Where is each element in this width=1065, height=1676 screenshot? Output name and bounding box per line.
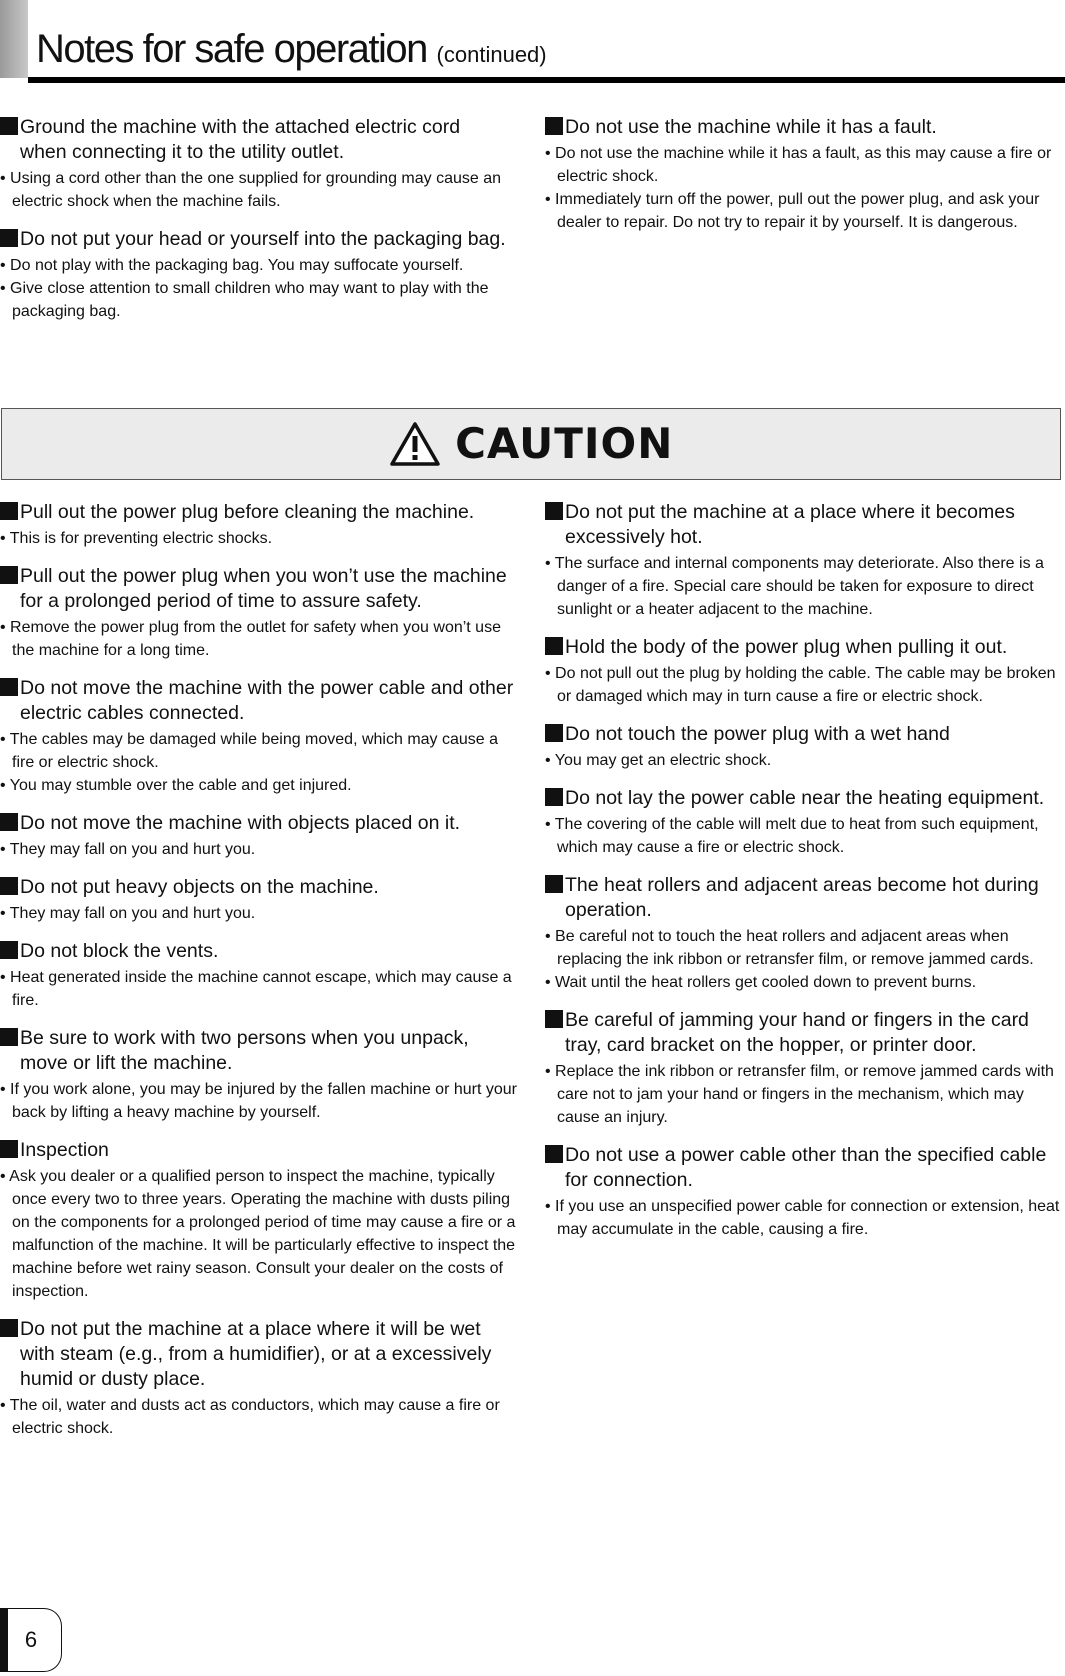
caution-right-column <box>545 500 1060 1255</box>
notice-heading <box>545 873 1060 923</box>
notice-item <box>0 1317 520 1440</box>
notice-bullet: • Be careful not to touch the heat rollers and adjacent areas when replacing the ink ribbon or retransfer film, or remove jammed cards. <box>545 925 1060 971</box>
square-bullet-icon <box>0 941 18 959</box>
square-bullet-icon <box>0 678 18 696</box>
notice-bullet: • The surface and internal components may deteriorate. Also there is a danger of a fire. Special care should be taken for exposure to direct sunlight or a heater adjacent to the machine. <box>545 552 1060 621</box>
notice-item <box>545 635 1060 708</box>
notice-heading <box>545 115 1060 140</box>
square-bullet-icon <box>0 117 18 135</box>
notice-heading-text: Do not block the vents. <box>20 940 219 962</box>
square-bullet-icon <box>0 1140 18 1158</box>
notice-heading-text: Do not put the machine at a place where it will be wet with steam (e.g., from a humidifier), or at a excessively humid or dusty place. <box>20 1318 492 1390</box>
notice-heading-text: Do not lay the power cable near the heating equipment. <box>565 787 1045 809</box>
notice-bullet: • If you work alone, you may be injured by the fallen machine or hurt your back by lifting a heavy machine by yourself. <box>0 1078 520 1124</box>
notice-bullet-list <box>0 254 510 323</box>
notice-heading-text: Pull out the power plug when you won’t use the machine for a prolonged period of time to assure safety. <box>20 565 507 612</box>
notice-heading-text: Do not use a power cable other than the specified cable for connection. <box>565 1144 1047 1191</box>
notice-heading <box>0 115 510 165</box>
notice-heading <box>545 635 1060 660</box>
notice-bullet: • Do not pull out the plug by holding the cable. The cable may be broken or damaged which may in turn cause a fire or electric shock. <box>545 662 1060 708</box>
notice-bullet-list <box>545 1060 1060 1129</box>
notice-item <box>545 722 1060 772</box>
page-title-text: Notes for safe operation <box>36 27 427 71</box>
notice-heading <box>0 1026 520 1076</box>
notice-heading-text: Do not put the machine at a place where it becomes excessively hot. <box>565 501 1015 548</box>
square-bullet-icon <box>545 875 563 893</box>
notice-item <box>0 939 520 1012</box>
notice-bullet: • You may get an electric shock. <box>545 749 1060 772</box>
notice-heading-text: Be sure to work with two persons when you unpack, move or lift the machine. <box>20 1027 469 1074</box>
notice-heading-text: Inspection <box>20 1139 109 1161</box>
notice-bullet: • Do not use the machine while it has a fault, as this may cause a fire or electric shock. <box>545 142 1060 188</box>
notice-heading-text: Be careful of jamming your hand or fingers in the card tray, card bracket on the hopper, or printer door. <box>565 1009 1029 1056</box>
notice-item <box>545 1143 1060 1241</box>
square-bullet-icon <box>0 566 18 584</box>
warning-right-column <box>545 115 1060 248</box>
square-bullet-icon <box>545 637 563 655</box>
notice-heading <box>545 786 1060 811</box>
square-bullet-icon <box>0 502 18 520</box>
notice-heading <box>0 564 520 614</box>
notice-bullet-list <box>0 902 520 925</box>
notice-bullet: • The oil, water and dusts act as conductors, which may cause a fire or electric shock. <box>0 1394 520 1440</box>
notice-heading <box>545 500 1060 550</box>
notice-bullet: • If you use an unspecified power cable for connection or extension, heat may accumulate in the cable, causing a fire. <box>545 1195 1060 1241</box>
notice-item <box>545 873 1060 994</box>
notice-bullet: • Ask you dealer or a qualified person to inspect the machine, typically once every two to three years. Operating the machine with dusts piling on the components for a prolonged period of time may cause a fire or a malfunction of the machine. It will be particularly effective to inspect the machine before wet rainy season. Consult your dealer on the costs of inspection. <box>0 1165 520 1303</box>
notice-heading-text: Ground the machine with the attached electric cord when connecting it to the utility outlet. <box>20 116 461 163</box>
notice-heading <box>0 676 520 726</box>
square-bullet-icon <box>545 724 563 742</box>
square-bullet-icon <box>545 502 563 520</box>
notice-item <box>545 500 1060 621</box>
notice-heading <box>0 500 520 525</box>
notice-bullet: • Wait until the heat rollers get cooled down to prevent burns. <box>545 971 1060 994</box>
caution-left-column <box>0 500 520 1454</box>
notice-bullet-list <box>0 527 520 550</box>
page-number-badge <box>0 1608 62 1672</box>
notice-item <box>0 115 510 213</box>
notice-item <box>0 875 520 925</box>
notice-item <box>545 786 1060 859</box>
notice-bullet: • Do not play with the packaging bag. You may suffocate yourself. <box>0 254 510 277</box>
notice-heading <box>545 1008 1060 1058</box>
notice-bullet: • Using a cord other than the one supplied for grounding may cause an electric shock when the machine fails. <box>0 167 510 213</box>
notice-bullet-list <box>0 728 520 797</box>
header-tab-block <box>0 0 28 78</box>
notice-bullet: • Give close attention to small children who may want to play with the packaging bag. <box>0 277 510 323</box>
notice-bullet-list <box>0 1394 520 1440</box>
notice-bullet: • The cables may be damaged while being moved, which may cause a fire or electric shock. <box>0 728 520 774</box>
notice-bullet: • They may fall on you and hurt you. <box>0 838 520 861</box>
square-bullet-icon <box>0 813 18 831</box>
notice-bullet-list <box>545 1195 1060 1241</box>
square-bullet-icon <box>545 1145 563 1163</box>
square-bullet-icon <box>545 117 563 135</box>
square-bullet-icon <box>0 1028 18 1046</box>
notice-item <box>0 1026 520 1124</box>
caution-banner <box>1 408 1061 480</box>
notice-bullet-list <box>545 142 1060 234</box>
square-bullet-icon <box>0 229 18 247</box>
notice-bullet: • The covering of the cable will melt due to heat from such equipment, which may cause a fire or electric shock. <box>545 813 1060 859</box>
notice-bullet: • Replace the ink ribbon or retransfer film, or remove jammed cards with care not to jam your hand or fingers in the mechanism, which may cause an injury. <box>545 1060 1060 1129</box>
page-header <box>0 0 1065 86</box>
notice-heading-text: The heat rollers and adjacent areas become hot during operation. <box>565 874 1039 921</box>
notice-bullet: • Remove the power plug from the outlet for safety when you won’t use the machine for a long time. <box>0 616 520 662</box>
notice-heading-text: Pull out the power plug before cleaning the machine. <box>20 501 475 523</box>
square-bullet-icon <box>0 877 18 895</box>
notice-bullet-list <box>0 1165 520 1303</box>
notice-heading <box>0 1138 520 1163</box>
notice-heading-text: Do not put heavy objects on the machine. <box>20 876 379 898</box>
warning-triangle-icon <box>389 421 441 467</box>
page-title <box>36 26 547 78</box>
notice-bullet-list <box>545 925 1060 994</box>
header-rule <box>28 77 1065 83</box>
notice-bullet-list <box>545 552 1060 621</box>
notice-heading-text: Do not use the machine while it has a fault. <box>565 116 937 138</box>
warning-left-column <box>0 115 510 337</box>
page-number: 6 <box>24 1627 38 1652</box>
notice-item <box>545 1008 1060 1129</box>
notice-bullet-list <box>0 616 520 662</box>
notice-heading <box>545 722 1060 747</box>
notice-bullet: • They may fall on you and hurt you. <box>0 902 520 925</box>
notice-heading <box>0 875 520 900</box>
notice-bullet-list <box>545 813 1060 859</box>
notice-bullet-list <box>0 966 520 1012</box>
notice-bullet: • This is for preventing electric shocks. <box>0 527 520 550</box>
square-bullet-icon <box>0 1319 18 1337</box>
notice-heading-text: Do not put your head or yourself into the packaging bag. <box>20 228 506 250</box>
notice-bullet-list <box>0 838 520 861</box>
notice-bullet: • You may stumble over the cable and get injured. <box>0 774 520 797</box>
notice-bullet-list <box>0 167 510 213</box>
notice-heading-text: Do not touch the power plug with a wet hand <box>565 723 950 745</box>
caution-label: CAUTION <box>455 419 674 468</box>
notice-bullet: • Heat generated inside the machine cannot escape, which may cause a fire. <box>0 966 520 1012</box>
notice-bullet-list <box>545 749 1060 772</box>
notice-item <box>0 1138 520 1303</box>
notice-heading <box>0 1317 520 1392</box>
notice-item <box>0 564 520 662</box>
notice-item <box>0 227 510 323</box>
notice-heading-text: Do not move the machine with objects placed on it. <box>20 812 461 834</box>
notice-heading <box>0 811 520 836</box>
notice-item <box>545 115 1060 234</box>
notice-heading-text: Do not move the machine with the power cable and other electric cables connected. <box>20 677 514 724</box>
notice-heading <box>0 939 520 964</box>
notice-heading <box>0 227 510 252</box>
square-bullet-icon <box>545 788 563 806</box>
notice-bullet: • Immediately turn off the power, pull out the power plug, and ask your dealer to repair. Do not try to repair it by yourself. It is dangerous. <box>545 188 1060 234</box>
notice-item <box>0 500 520 550</box>
notice-heading <box>545 1143 1060 1193</box>
notice-item <box>0 811 520 861</box>
notice-heading-text: Hold the body of the power plug when pulling it out. <box>565 636 1008 658</box>
square-bullet-icon <box>545 1010 563 1028</box>
page-subtitle: (continued) <box>436 42 547 67</box>
notice-bullet-list <box>545 662 1060 708</box>
notice-item <box>0 676 520 797</box>
notice-bullet-list <box>0 1078 520 1124</box>
